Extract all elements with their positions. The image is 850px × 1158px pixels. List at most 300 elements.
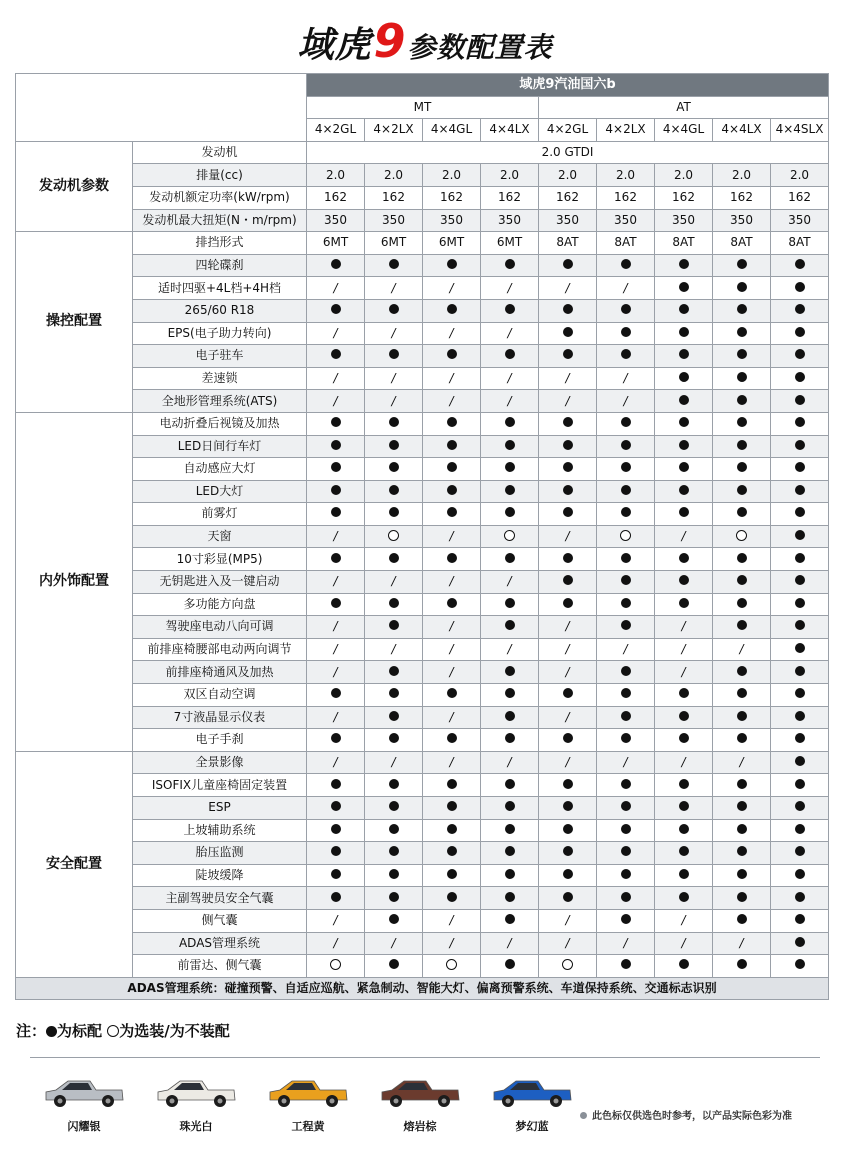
spec-cell — [539, 503, 597, 526]
spec-cell — [481, 412, 539, 435]
spec-cell — [713, 548, 771, 571]
spec-cell — [771, 458, 829, 481]
spec-cell — [365, 593, 423, 616]
standard-dot-icon — [389, 959, 399, 969]
feature-name: 265/60 R18 — [133, 299, 307, 322]
standard-dot-icon — [737, 349, 747, 359]
spec-value: / — [681, 619, 686, 634]
standard-dot-icon — [737, 304, 747, 314]
spec-cell — [713, 729, 771, 752]
color-options — [28, 1072, 588, 1142]
spec-cell — [597, 548, 655, 571]
standard-dot-icon — [563, 824, 573, 834]
spec-cell — [597, 480, 655, 503]
spec-cell — [423, 638, 481, 661]
standard-dot-icon — [737, 711, 747, 721]
spec-value: / — [507, 325, 512, 340]
standard-dot-icon — [737, 914, 747, 924]
standard-dot-icon — [795, 304, 805, 314]
trim-header: 4×4LX — [713, 119, 771, 142]
standard-dot-icon — [737, 282, 747, 292]
standard-dot-icon — [389, 598, 399, 608]
spec-row — [16, 638, 829, 661]
spec-cell — [597, 390, 655, 413]
standard-dot-icon — [795, 892, 805, 902]
spec-row — [16, 864, 829, 887]
spec-cell — [539, 525, 597, 548]
spec-value: / — [449, 574, 454, 589]
spec-cell — [423, 367, 481, 390]
spec-row — [16, 254, 829, 277]
trim-header: 4×4SLX — [771, 119, 829, 142]
standard-dot-icon — [389, 304, 399, 314]
spec-cell — [423, 480, 481, 503]
spec-cell — [713, 503, 771, 526]
spec-value: / — [449, 642, 454, 657]
spec-row — [16, 909, 829, 932]
standard-dot-icon — [737, 620, 747, 630]
spec-cell — [655, 706, 713, 729]
spec-cell — [597, 842, 655, 865]
spec-cell — [539, 751, 597, 774]
spec-value: 2.0 — [731, 167, 752, 182]
spec-cell — [539, 774, 597, 797]
standard-dot-icon — [679, 259, 689, 269]
spec-cell — [365, 367, 423, 390]
spec-cell — [771, 887, 829, 910]
standard-dot-icon — [447, 304, 457, 314]
spec-cell — [481, 367, 539, 390]
spec-row — [16, 955, 829, 978]
spec-row — [16, 661, 829, 684]
optional-ring-icon — [620, 530, 631, 541]
legend — [16, 1020, 230, 1041]
adas-footnote: ADAS管理系统：碰撞预警、自适应巡航、紧急制动、智能大灯、偏离预警系统、车道保持系统、交通标志识别 — [16, 977, 829, 1000]
standard-dot-icon — [389, 779, 399, 789]
spec-cell — [307, 751, 365, 774]
spec-cell — [771, 909, 829, 932]
spec-cell — [481, 797, 539, 820]
spec-cell — [307, 932, 365, 955]
spec-cell — [655, 412, 713, 435]
feature-name: 自动感应大灯 — [133, 458, 307, 481]
optional-ring-icon — [330, 959, 341, 970]
standard-dot-icon — [621, 507, 631, 517]
spec-cell — [307, 729, 365, 752]
spec-value: 162 — [672, 190, 695, 205]
spec-value: / — [681, 664, 686, 679]
spec-value: 162 — [440, 190, 463, 205]
feature-name: 前排座椅腰部电动两向调节 — [133, 638, 307, 661]
spec-value: / — [333, 325, 338, 340]
standard-dot-icon — [795, 643, 805, 653]
spec-cell — [539, 955, 597, 978]
standard-dot-icon — [795, 507, 805, 517]
spec-cell — [771, 571, 829, 594]
spec-cell — [655, 367, 713, 390]
spec-cell — [423, 751, 481, 774]
feature-name: 侧气囊 — [133, 909, 307, 932]
spec-row — [16, 367, 829, 390]
standard-dot-icon — [447, 440, 457, 450]
feature-name: 四轮碟刹 — [133, 254, 307, 277]
spec-cell — [713, 955, 771, 978]
spec-cell — [365, 503, 423, 526]
spec-value: / — [449, 370, 454, 385]
spec-cell — [713, 864, 771, 887]
spec-value: / — [449, 619, 454, 634]
standard-dot-icon — [621, 869, 631, 879]
standard-dot-icon — [389, 846, 399, 856]
standard-dot-icon — [737, 733, 747, 743]
spec-cell — [713, 322, 771, 345]
spec-cell — [713, 277, 771, 300]
standard-dot-icon — [679, 327, 689, 337]
standard-dot-icon — [679, 733, 689, 743]
spec-value: 2.0 — [557, 167, 578, 182]
spec-row — [16, 209, 829, 232]
spec-cell — [481, 458, 539, 481]
spec-value: / — [623, 935, 628, 950]
spec-cell — [539, 729, 597, 752]
spec-cell — [713, 887, 771, 910]
spec-value: / — [449, 709, 454, 724]
spec-value: / — [507, 574, 512, 589]
standard-dot-icon — [447, 553, 457, 563]
spec-cell — [481, 164, 539, 187]
standard-dot-icon — [795, 553, 805, 563]
spec-cell — [307, 548, 365, 571]
spec-value: 8AT — [788, 235, 811, 250]
spec-value: / — [391, 370, 396, 385]
spec-cell — [597, 729, 655, 752]
spec-cell — [539, 435, 597, 458]
spec-cell — [713, 480, 771, 503]
spec-cell — [307, 435, 365, 458]
standard-dot-icon — [795, 959, 805, 969]
standard-dot-icon — [505, 440, 515, 450]
spec-cell — [539, 797, 597, 820]
spec-cell — [307, 661, 365, 684]
spec-cell — [771, 503, 829, 526]
spec-cell — [423, 525, 481, 548]
standard-dot-icon — [679, 575, 689, 585]
standard-dot-icon — [331, 507, 341, 517]
standard-dot-icon — [679, 395, 689, 405]
spec-table — [15, 73, 829, 1000]
feature-name: 10寸彩显(MP5) — [133, 548, 307, 571]
spec-cell — [597, 412, 655, 435]
feature-name: 陡坡缓降 — [133, 864, 307, 887]
spec-cell — [539, 299, 597, 322]
spec-cell — [365, 819, 423, 842]
spec-cell — [771, 819, 829, 842]
spec-value: / — [507, 935, 512, 950]
standard-dot-icon — [389, 733, 399, 743]
standard-dot-icon — [621, 440, 631, 450]
spec-cell — [771, 322, 829, 345]
standard-dot-icon — [621, 892, 631, 902]
feature-name: LED大灯 — [133, 480, 307, 503]
spec-cell — [597, 774, 655, 797]
spec-value: / — [507, 642, 512, 657]
spec-cell — [655, 299, 713, 322]
spec-cell — [307, 638, 365, 661]
spec-cell — [539, 593, 597, 616]
spec-cell — [481, 774, 539, 797]
spec-value: / — [449, 393, 454, 408]
spec-cell — [771, 932, 829, 955]
standard-dot-icon — [737, 779, 747, 789]
spec-cell — [771, 842, 829, 865]
standard-dot-icon — [331, 349, 341, 359]
spec-cell — [307, 774, 365, 797]
standard-dot-icon — [621, 666, 631, 676]
standard-dot-icon — [737, 372, 747, 382]
spec-value: 162 — [556, 190, 579, 205]
spec-cell — [423, 774, 481, 797]
standard-dot-icon — [795, 327, 805, 337]
spec-cell — [713, 661, 771, 684]
spec-row — [16, 480, 829, 503]
standard-dot-icon — [795, 711, 805, 721]
header-blank — [16, 74, 307, 142]
spec-cell — [655, 661, 713, 684]
spec-value: / — [333, 393, 338, 408]
color-swatch — [252, 1072, 364, 1142]
note-dot-icon — [580, 1112, 587, 1119]
spec-cell — [597, 322, 655, 345]
spec-cell — [365, 232, 423, 255]
spec-value: / — [391, 935, 396, 950]
feature-name: ESP — [133, 797, 307, 820]
spec-value: / — [333, 913, 338, 928]
header-row-model — [16, 74, 829, 97]
spec-cell — [423, 797, 481, 820]
feature-name: 7寸液晶显示仪表 — [133, 706, 307, 729]
spec-cell — [423, 932, 481, 955]
spec-cell — [713, 367, 771, 390]
spec-value: / — [623, 755, 628, 770]
feature-name: 排量(cc) — [133, 164, 307, 187]
standard-dot-icon — [505, 349, 515, 359]
spec-row — [16, 277, 829, 300]
spec-cell — [307, 345, 365, 368]
standard-dot-icon — [679, 349, 689, 359]
optional-ring-icon — [446, 959, 457, 970]
color-swatch — [140, 1072, 252, 1142]
spec-cell — [365, 887, 423, 910]
standard-dot-icon — [331, 892, 341, 902]
spec-value: / — [391, 755, 396, 770]
standard-dot-icon — [621, 801, 631, 811]
spec-cell — [655, 390, 713, 413]
spec-cell — [365, 774, 423, 797]
standard-dot-icon — [621, 846, 631, 856]
spec-cell — [655, 571, 713, 594]
standard-dot-icon — [795, 824, 805, 834]
spec-cell — [713, 525, 771, 548]
spec-cell — [655, 254, 713, 277]
spec-cell — [307, 412, 365, 435]
spec-value: 162 — [324, 190, 347, 205]
standard-dot-icon — [389, 462, 399, 472]
standard-dot-icon — [505, 259, 515, 269]
spec-cell — [713, 209, 771, 232]
spec-cell — [655, 322, 713, 345]
trim-header: 4×2GL — [307, 119, 365, 142]
standard-dot-icon — [621, 959, 631, 969]
standard-dot-icon — [563, 801, 573, 811]
spec-cell — [655, 232, 713, 255]
spec-cell — [655, 209, 713, 232]
spec-cell — [307, 164, 365, 187]
spec-cell — [365, 797, 423, 820]
spec-cell — [539, 277, 597, 300]
spec-row — [16, 141, 829, 164]
spec-cell — [713, 684, 771, 707]
spec-cell — [597, 909, 655, 932]
standard-dot-icon — [389, 485, 399, 495]
trim-header: 4×4GL — [423, 119, 481, 142]
color-swatch — [28, 1072, 140, 1142]
spec-value: 6MT — [496, 235, 523, 250]
standard-dot-icon — [389, 824, 399, 834]
spec-cell — [597, 503, 655, 526]
standard-dot-icon — [447, 688, 457, 698]
spec-value: / — [333, 709, 338, 724]
spec-cell — [539, 367, 597, 390]
trim-header: 4×4GL — [655, 119, 713, 142]
spec-cell — [365, 254, 423, 277]
spec-cell — [539, 638, 597, 661]
spec-cell — [655, 458, 713, 481]
spec-value: / — [565, 935, 570, 950]
spec-row — [16, 593, 829, 616]
spec-value: 2.0 — [441, 167, 462, 182]
standard-dot-icon — [795, 462, 805, 472]
standard-dot-icon — [331, 688, 341, 698]
spec-row — [16, 435, 829, 458]
feature-name: 全景影像 — [133, 751, 307, 774]
spec-cell — [713, 345, 771, 368]
spec-row — [16, 706, 829, 729]
spec-cell — [597, 955, 655, 978]
spec-cell — [481, 932, 539, 955]
standard-dot-icon — [679, 801, 689, 811]
spec-cell — [713, 458, 771, 481]
standard-dot-icon — [447, 349, 457, 359]
spec-value: / — [333, 935, 338, 950]
group-label: 发动机参数 — [16, 141, 133, 231]
spec-value: / — [391, 393, 396, 408]
spec-cell — [423, 232, 481, 255]
spec-cell — [481, 277, 539, 300]
spec-cell — [365, 299, 423, 322]
spec-cell — [423, 616, 481, 639]
standard-dot-icon — [563, 869, 573, 879]
spec-value: 2.0 — [325, 167, 346, 182]
spec-cell — [713, 164, 771, 187]
standard-dot-icon — [505, 417, 515, 427]
spec-cell — [307, 299, 365, 322]
standard-dot-icon — [563, 349, 573, 359]
pickup-truck-icon — [42, 1072, 126, 1112]
standard-dot-icon — [679, 553, 689, 563]
spec-value: / — [565, 709, 570, 724]
standard-dot-icon — [737, 869, 747, 879]
standard-dot-icon — [563, 507, 573, 517]
feature-name: 无钥匙进入及一键启动 — [133, 571, 307, 594]
spec-value: 8AT — [614, 235, 637, 250]
standard-dot-icon — [679, 485, 689, 495]
spec-value: / — [681, 913, 686, 928]
spec-cell — [771, 345, 829, 368]
spec-row — [16, 819, 829, 842]
spec-cell — [597, 684, 655, 707]
standard-dot-icon — [505, 801, 515, 811]
standard-dot-icon — [621, 620, 631, 630]
spec-cell — [713, 232, 771, 255]
standard-dot-icon — [621, 349, 631, 359]
standard-dot-icon — [447, 462, 457, 472]
standard-dot-icon — [795, 575, 805, 585]
spec-cell — [423, 503, 481, 526]
spec-value: 350 — [788, 212, 811, 227]
spec-cell — [481, 186, 539, 209]
color-note — [580, 1107, 792, 1122]
standard-dot-icon — [737, 801, 747, 811]
standard-dot-icon — [737, 417, 747, 427]
title-number: 9 — [373, 14, 406, 68]
standard-dot-icon — [505, 892, 515, 902]
trim-header: 4×2GL — [539, 119, 597, 142]
spec-cell — [771, 412, 829, 435]
spec-cell — [597, 277, 655, 300]
spec-cell — [365, 571, 423, 594]
spec-value: 8AT — [730, 235, 753, 250]
legend-none: /为不装配 — [164, 1022, 230, 1040]
spec-row — [16, 887, 829, 910]
standard-dot-icon — [621, 553, 631, 563]
trim-header: 4×2LX — [597, 119, 655, 142]
spec-cell — [307, 525, 365, 548]
spec-cell — [307, 458, 365, 481]
spec-cell — [365, 706, 423, 729]
standard-dot-icon — [331, 824, 341, 834]
feature-name: 电动折叠后视镜及加热 — [133, 412, 307, 435]
spec-value: / — [333, 529, 338, 544]
spec-cell — [771, 751, 829, 774]
standard-dot-icon — [563, 327, 573, 337]
standard-dot-icon — [389, 914, 399, 924]
spec-row — [16, 503, 829, 526]
spec-cell — [713, 638, 771, 661]
standard-dot-icon — [447, 598, 457, 608]
spec-cell — [597, 661, 655, 684]
spec-cell — [423, 254, 481, 277]
spec-value: / — [507, 280, 512, 295]
standard-dot-icon — [679, 462, 689, 472]
color-note-text: 此色标仅供选色时参考，以产品实际色彩为准 — [592, 1111, 792, 1122]
spec-value: 2.0 — [499, 167, 520, 182]
standard-dot-icon — [563, 779, 573, 789]
spec-cell — [597, 232, 655, 255]
standard-dot-icon — [679, 779, 689, 789]
feature-name: 适时四驱+4L档+4H档 — [133, 277, 307, 300]
legend-optional: 为选装 — [119, 1022, 165, 1040]
spec-row — [16, 684, 829, 707]
